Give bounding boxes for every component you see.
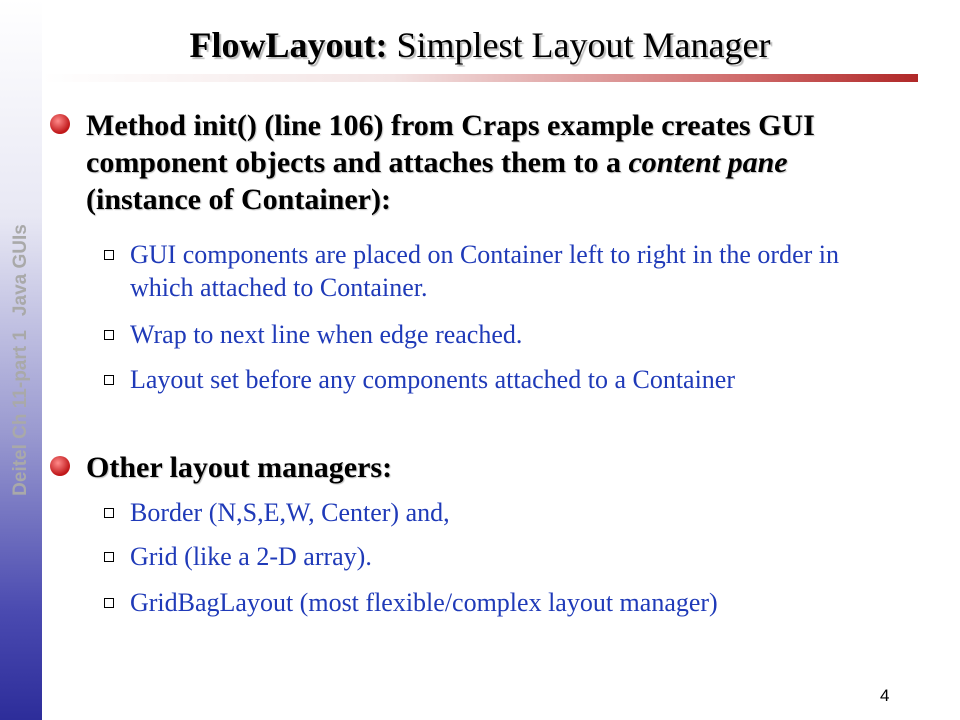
sub-bullet-text: Grid (like a 2-D array). (130, 542, 372, 571)
sub-bullet-text: GridBagLayout (most flexible/complex layout manager) (130, 588, 718, 617)
bullet1-text-end: (instance of Container): (86, 183, 391, 216)
sub-bullet-text: GUI components are placed on Container left to right in the order in which attached to Container. (130, 240, 840, 302)
bullet-level2 (130, 238, 870, 304)
bullet-level2 (130, 586, 870, 619)
bullet1-text-start: Method init() (line 106) from Craps example creates GUI component objects and attaches them to a (86, 109, 815, 179)
title-bold-part: FlowLayout: (189, 25, 388, 65)
bullet-level2 (130, 318, 870, 351)
checkbox-bullet-icon (104, 330, 114, 340)
bullet-marker-icon (48, 112, 72, 136)
title-rest: Simplest Layout Manager (387, 25, 771, 65)
bullet-level2 (130, 540, 870, 573)
bullet2-text: Other layout managers: (86, 451, 393, 484)
slide-title (42, 24, 918, 66)
bullet-level1 (86, 449, 886, 486)
caption-topic: Java GUIs (10, 224, 31, 317)
bullet1-emphasis: content pane (628, 146, 788, 179)
checkbox-bullet-icon (104, 250, 114, 260)
bullet-level1 (86, 107, 886, 218)
sub-bullet-text: Layout set before any components attached to a Container (130, 365, 736, 394)
checkbox-bullet-icon (104, 508, 114, 518)
vertical-course-caption (10, 224, 32, 496)
sub-bullet-text: Border (N,S,E,W, Center) and, (130, 498, 450, 527)
caption-chapter: Deitel Ch 11-part 1 (10, 330, 31, 496)
title-underline-rule (42, 74, 918, 82)
bullet-level2 (130, 363, 870, 396)
bullet-level2 (130, 496, 870, 529)
checkbox-bullet-icon (104, 375, 114, 385)
checkbox-bullet-icon (104, 552, 114, 562)
checkbox-bullet-icon (104, 598, 114, 608)
page-number: 4 (880, 686, 890, 705)
sub-bullet-text: Wrap to next line when edge reached. (130, 320, 523, 349)
bullet-marker-icon (48, 454, 72, 478)
